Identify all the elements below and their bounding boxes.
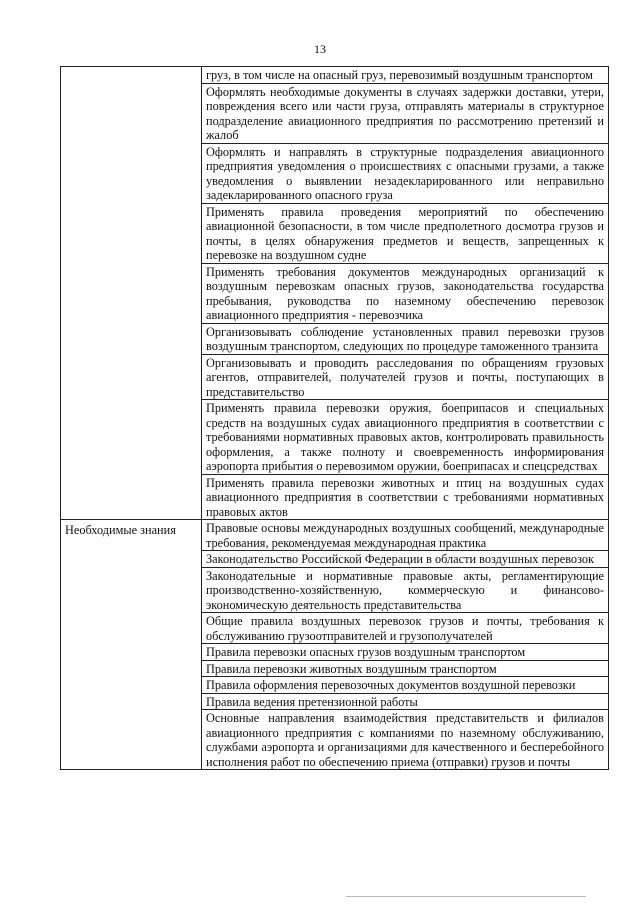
table-row: [61, 67, 609, 84]
skills-label-cell: [61, 67, 202, 520]
knowledge-item: Правила ведения претензионной работы: [202, 693, 609, 710]
knowledge-item: Правила перевозки животных воздушным транспортом: [202, 660, 609, 677]
skill-item: Применять требования документов международных организаций к воздушным перевозкам опасных грузов, законодательства государства пребывания, руководства по наземному обеспечению перевозок авиационного предприятия - перевозчика: [202, 263, 609, 323]
knowledge-item: Законодательство Российской Федерации в области воздушных перевозок: [202, 551, 609, 568]
knowledge-item: Общие правила воздушных перевозок грузов и почты, требования к обслуживанию грузоотправителей и грузополучателей: [202, 613, 609, 644]
knowledge-label: Необходимые знания: [61, 520, 202, 770]
knowledge-item: Основные направления взаимодействия представительств и филиалов авиационного предприятия с компаниями по наземному обслуживанию, службами аэропорта и организациями для качественного и бесперебойного исполнения работ по обеспечению приема (отправки) грузов и почты: [202, 710, 609, 770]
page-number: 13: [314, 42, 326, 56]
knowledge-item: Правила оформления перевозочных документов воздушной перевозки: [202, 677, 609, 694]
skill-item: Применять правила перевозки оружия, боеприпасов и специальных средств на воздушных судах авиационного предприятия в соответствии с требованиями нормативных правовых актов, контролировать правильность оформления, а также полноту и своевременность информирования аэропорта прибытия о перевозимом оружии, боеприпасах и спецсредствах: [202, 400, 609, 475]
requirements-table: [60, 66, 609, 770]
skill-item: Применять правила проведения мероприятий по обеспечению авиационной безопасности, в том числе предполетного досмотра грузов и почты, в целях обнаружения предметов и веществ, запрещенных к перевозке на воздушном судне: [202, 203, 609, 263]
table-row: [61, 520, 609, 551]
skill-item: груз, в том числе на опасный груз, перевозимый воздушным транспортом: [202, 67, 609, 84]
skill-item: Организовывать и проводить расследования по обращениям грузовых агентов, отправителей, получателей грузов и почты, поступающих в представительство: [202, 354, 609, 400]
scan-edge-line: [346, 896, 586, 897]
skill-item: Оформлять необходимые документы в случаях задержки доставки, утери, повреждения всего или части груза, отправлять материалы в структурное подразделение авиационного предприятия по рассмотрению претензий и жалоб: [202, 83, 609, 143]
knowledge-item: Правила перевозки опасных грузов воздушным транспортом: [202, 644, 609, 661]
knowledge-item: Правовые основы международных воздушных сообщений, международные требования, рекомендуемая международная практика: [202, 520, 609, 551]
knowledge-item: Законодательные и нормативные правовые акты, регламентирующие производственно-хозяйственную, коммерческую и финансово-экономическую деятельность представительства: [202, 567, 609, 613]
skill-item: Организовывать соблюдение установленных правил перевозки грузов воздушным транспортом, следующих по процедуре таможенного транзита: [202, 323, 609, 354]
skill-item: Применять правила перевозки животных и птиц на воздушных судах авиационного предприятия в соответствии с требованиями нормативных правовых актов: [202, 474, 609, 520]
skill-item: Оформлять и направлять в структурные подразделения авиационного предприятия уведомления о происшествиях с опасными грузами, а также уведомления о выявлении незадекларированного или неправильно задекларированного опасного груза: [202, 143, 609, 203]
